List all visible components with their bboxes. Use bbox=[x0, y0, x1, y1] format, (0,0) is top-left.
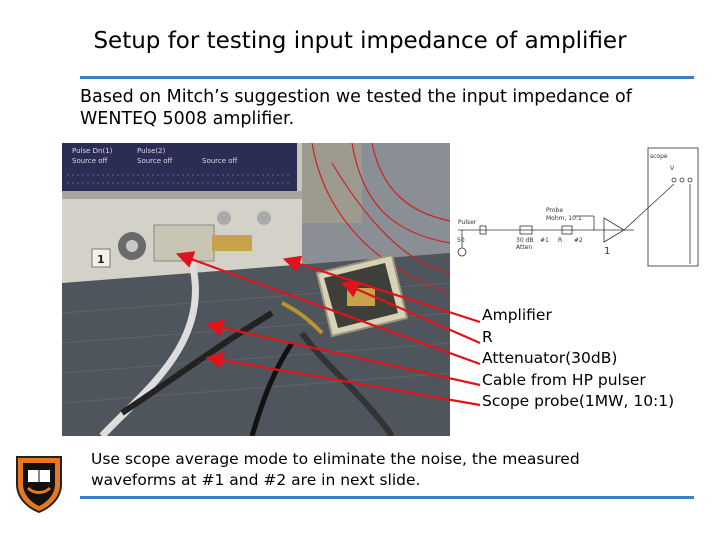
intro-text: Based on Mitch’s suggestion we tested the input impedance of WENTEQ 5008 amplifier. bbox=[80, 87, 632, 129]
label-attenuator: Attenuator(30dB) bbox=[482, 349, 618, 367]
label-amplifier: Amplifier bbox=[482, 306, 552, 324]
top-divider bbox=[80, 76, 694, 79]
scope-screen-item-1: Pulse Dn(1) bbox=[72, 147, 113, 155]
slide-title: Setup for testing input impedance of amplifier bbox=[93, 28, 627, 54]
princeton-shield-logo bbox=[14, 454, 64, 514]
schem-probe-value: Mohm, 10:1 bbox=[546, 215, 582, 222]
setup-photo bbox=[62, 143, 450, 436]
scope-screen-item-3: Source off bbox=[72, 157, 108, 165]
schem-scope-label: scope bbox=[650, 153, 668, 160]
schem-atten-label: 30 dB bbox=[516, 237, 534, 244]
schem-probe-label: Probe bbox=[546, 207, 564, 214]
label-probe: Scope probe(1MW, 10:1) bbox=[482, 392, 675, 410]
schem-r-label: R bbox=[558, 237, 563, 244]
scope-screen-item-4: Source off bbox=[137, 157, 173, 165]
schem-node2: #2 bbox=[574, 237, 583, 244]
schem-v-label: 50 bbox=[457, 237, 465, 244]
label-r: R bbox=[482, 327, 493, 346]
scope-screen-item-2: Pulse(2) bbox=[137, 147, 166, 155]
channel-label: 1 bbox=[97, 253, 105, 266]
footer-text: Use scope average mode to eliminate the noise, the measured waveforms at #1 and #2 are in next slide. bbox=[91, 450, 580, 489]
schem-node1: #1 bbox=[540, 237, 549, 244]
bottom-divider bbox=[80, 496, 694, 499]
label-cable: Cable from HP pulser bbox=[482, 370, 646, 389]
circuit-schematic bbox=[454, 146, 700, 270]
callout-labels bbox=[482, 305, 674, 413]
schem-marker: 1 bbox=[604, 246, 611, 257]
schem-scope-v: V bbox=[670, 165, 675, 172]
scope-screen-item-5: Source off bbox=[202, 157, 238, 165]
schem-pulser-label: Pulser bbox=[458, 219, 477, 226]
schem-atten-sub: Atten bbox=[516, 244, 533, 251]
